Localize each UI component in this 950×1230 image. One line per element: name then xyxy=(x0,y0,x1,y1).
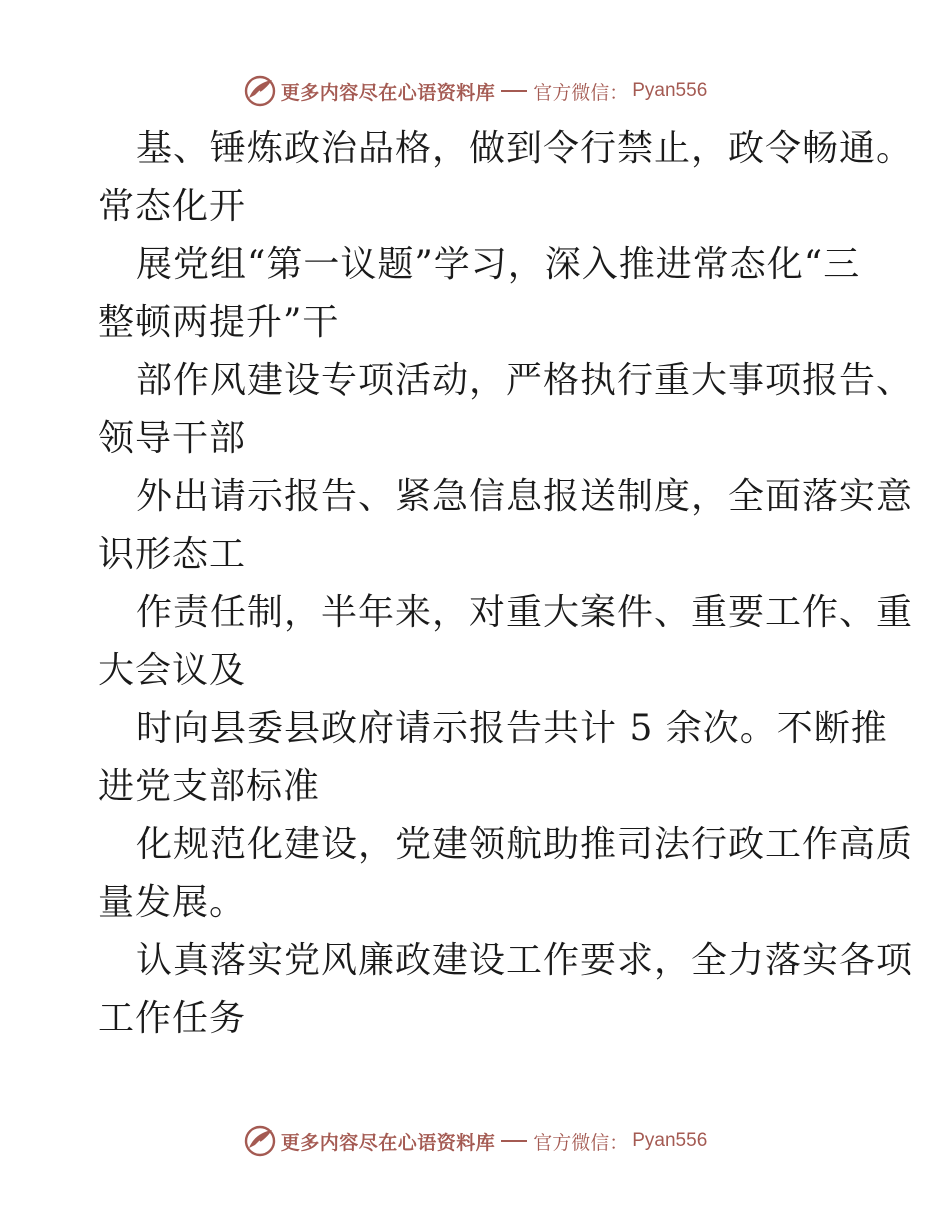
watermark-official-label: 官方微信： xyxy=(533,81,629,104)
watermark-dash xyxy=(501,90,527,92)
body-line: 展党组“第一议题”学习，深入推进常态化“三 xyxy=(136,244,861,285)
body-line: 量发展。 xyxy=(98,882,247,923)
watermark-dash xyxy=(501,1140,527,1142)
body-line: 作责任制，半年来，对重大案件、重要工作、重 xyxy=(136,592,914,633)
watermark-brand-text: 更多内容尽在心语资料库 xyxy=(280,81,496,104)
footer-watermark xyxy=(0,1121,950,1161)
body-line: 领导干部 xyxy=(98,418,247,459)
feather-pen-logo-icon xyxy=(243,74,277,108)
watermark-official-label: 官方微信： xyxy=(533,1131,629,1154)
body-line: 进党支部标准 xyxy=(98,766,321,807)
body-text xyxy=(98,120,914,1048)
body-line: 工作任务 xyxy=(98,998,247,1039)
body-line: 认真落实党风廉政建设工作要求，全力落实各项 xyxy=(136,940,914,981)
feather-pen-logo-icon xyxy=(243,1124,277,1158)
body-line: 基、锤炼政治品格，做到令行禁止，政令畅通。 xyxy=(136,128,914,169)
body-line: 时向县委县政府请示报告共计 5 余次。不断推 xyxy=(136,708,888,749)
body-line: 部作风建设专项活动，严格执行重大事项报告、 xyxy=(136,360,914,401)
body-line: 识形态工 xyxy=(98,534,247,575)
body-line: 化规范化建设，党建领航助推司法行政工作高质 xyxy=(136,824,914,865)
watermark-brand-text: 更多内容尽在心语资料库 xyxy=(280,1131,496,1154)
body-line: 整顿两提升”干 xyxy=(98,302,340,343)
body-line: 外出请示报告、紧急信息报送制度，全面落实意 xyxy=(136,476,914,517)
body-line: 常态化开 xyxy=(98,186,247,227)
header-watermark xyxy=(0,71,950,111)
body-line: 大会议及 xyxy=(98,650,247,691)
watermark-account-id: Pyan556 xyxy=(632,80,708,101)
watermark-account-id: Pyan556 xyxy=(632,1130,708,1151)
